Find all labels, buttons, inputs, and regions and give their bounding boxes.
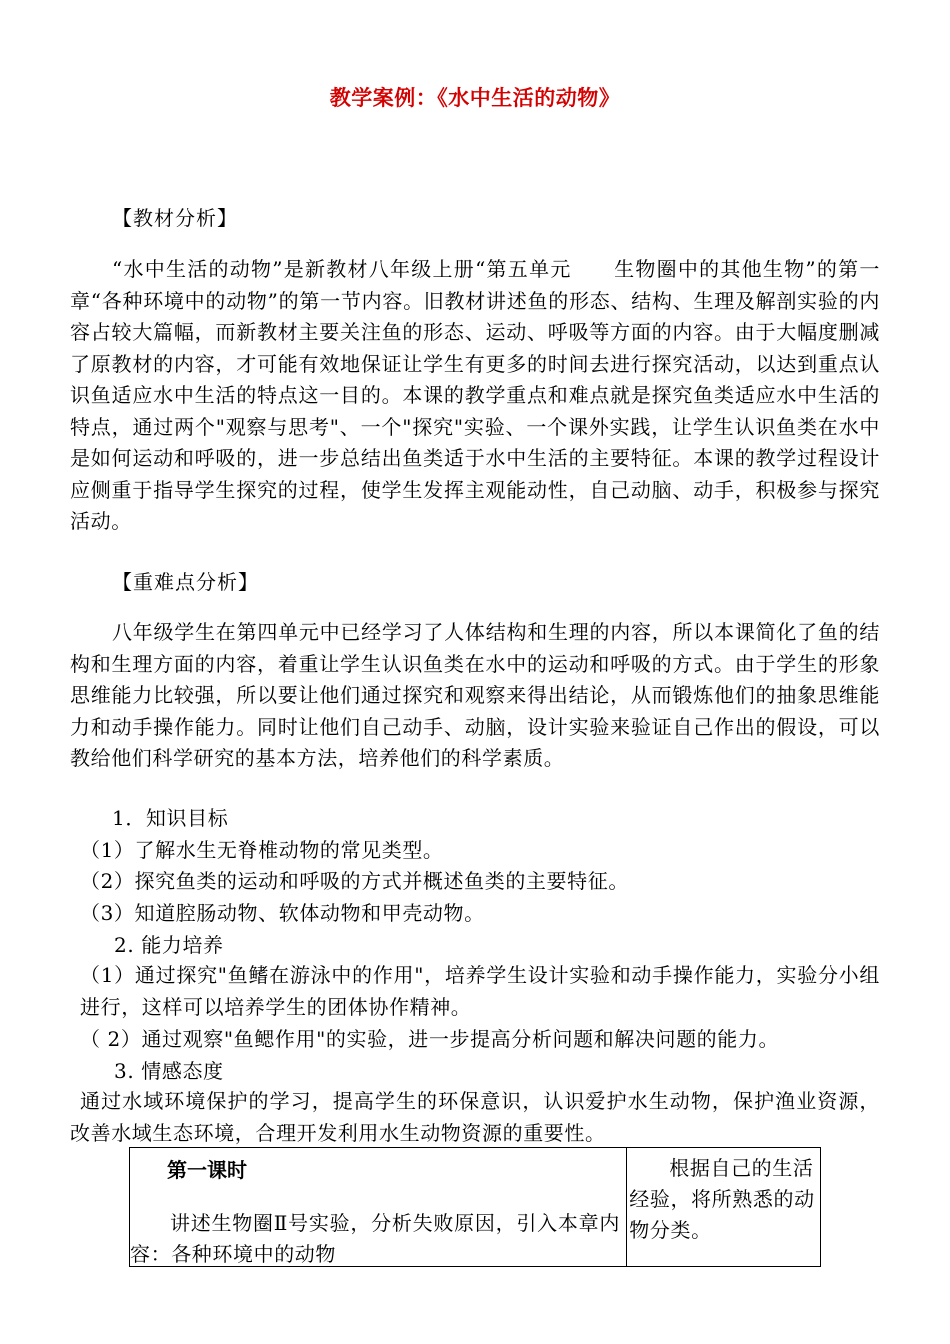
knowledge-goal-item: （3）知道腔肠动物、软体动物和甲壳动物。 bbox=[80, 901, 485, 925]
emotion-goal-heading: 3. 情感态度 bbox=[114, 1059, 224, 1083]
heading-key-points: 【重难点分析】 bbox=[112, 570, 259, 594]
ability-goal-item: （1）通过探究"鱼鳍在游泳中的作用"，培养学生设计实验和动手操作能力，实验分小组进行，这样可以培养学生的团体协作精神。 bbox=[80, 963, 880, 1019]
lesson-cell bbox=[130, 1148, 627, 1267]
ability-goal-item: （ 2）通过观察"鱼鳃作用"的实验，进一步提高分析问题和解决问题的能力。 bbox=[80, 1027, 780, 1051]
knowledge-goal-item: （2）探究鱼类的运动和呼吸的方式并概述鱼类的主要特征。 bbox=[80, 869, 629, 893]
side-note-cell bbox=[627, 1148, 821, 1267]
knowledge-goal-item: （1）了解水生无脊椎动物的常见类型。 bbox=[80, 838, 444, 862]
paragraph-key-points: 八年级学生在第四单元中已经学习了人体结构和生理的内容，所以本课简化了鱼的结构和生理方面的内容，着重让学生认识鱼类在水中的运动和呼吸的方式。由于学生的形象思维能力比较强，所以要让他们通过探究和观察来得出结论，从而锻炼他们的抽象思维能力和动手操作能力。同时让他们自己动手、动脑，设计实验来验证自己作出的假设，可以教给他们科学研究的基本方法，培养他们的科学素质。 bbox=[70, 620, 880, 770]
side-note: 根据自己的生活经验，将所熟悉的动物分类。 bbox=[629, 1156, 815, 1242]
lesson-title: 第一课时 bbox=[167, 1158, 247, 1182]
knowledge-goal-heading: 1．知识目标 bbox=[112, 806, 229, 830]
document-title: 教学案例：《水中生活的动物》 bbox=[329, 85, 621, 110]
lesson-table bbox=[129, 1147, 821, 1267]
paragraph-textbook-analysis: “水中生活的动物”是新教材八年级上册“第五单元 生物圈中的其他生物”的第一章“各种环境中的动物”的第一节内容。旧教材讲述鱼的形态、结构、生理及解剖实验的内容占较大篇幅，而新教材主要关注鱼的形态、运动、呼吸等方面的内容。由于大幅度删减了原教材的内容，才可能有效地保证让学生有更多的时间去进行探究活动，以达到重点认识鱼适应水中生活的特点这一目的。本课的教学重点和难点就是探究鱼类适应水中生活的特点，通过两个"观察与思考"、一个"探究"实验、一个课外实践，让学生认识鱼类在水中是如何运动和呼吸的，进一步总结出鱼类适于水中生活的主要特征。本课的教学过程设计应侧重于指导学生探究的过程，使学生发挥主观能动性，自己动脑、动手，积极参与探究活动。 bbox=[70, 257, 880, 533]
ability-goal-heading: 2. 能力培养 bbox=[114, 933, 224, 957]
emotion-goal-text: 通过水域环境保护的学习，提高学生的环保意识，认识爱护水生动物，保护渔业资源，改善水域生态环境，合理开发利用水生动物资源的重要性。 bbox=[70, 1089, 880, 1145]
lesson-text: 讲述生物圈Ⅱ号实验，分析失败原因，引入本章内容：各种环境中的动物 bbox=[130, 1211, 620, 1266]
heading-textbook-analysis: 【教材分析】 bbox=[112, 206, 238, 230]
